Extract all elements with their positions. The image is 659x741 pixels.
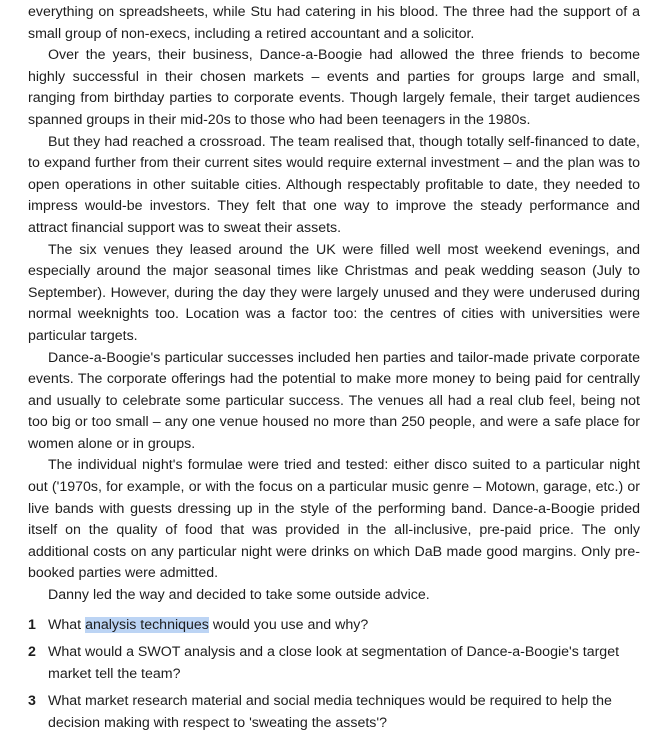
paragraph: Danny led the way and decided to take some outside advice. (48, 587, 430, 604)
question-text-after: would you use and why? (208, 616, 369, 633)
question-number: 1 (28, 616, 36, 633)
question-text: What would a SWOT analysis and a close look at segmentation of Dance-a-Boogie's target market tell the team? (48, 644, 620, 682)
paragraph: The six venues they leased around the UK were filled well most weekend evenings, and especially around the major seasonal times like Christmas and peak wedding season (July to September). However, during the day they were largely unused and they were underused during normal weeknights too. Location was a factor too: the centres of cities with universities were particular targets. (28, 241, 640, 344)
question-item (28, 691, 640, 734)
question-item (28, 615, 640, 637)
question-number: 2 (28, 644, 36, 661)
question-text (48, 615, 640, 637)
question-list (28, 615, 640, 735)
paragraph: everything on spreadsheets, while Stu had catering in his blood. The three had the support of a small group of non-execs, including a retired accountant and a solicitor. (28, 4, 640, 42)
paragraph: The individual night's formulae were tried and tested: either disco suited to a particular night out ('1970s, for example, or with the focus on a particular music genre – Motown, garage, etc.) or live bands with guests dressing up in the style of the performing band. Dance-a-Boogie prided itself on the quality of food that was provided in the all-inclusive, pre-paid price. The only additional costs on any particular night were drinks on which DaB made good margins. Only pre-booked parties were admitted. (28, 457, 640, 582)
question-text-before: What (48, 616, 86, 633)
paragraph: Dance-a-Boogie's particular successes included hen parties and tailor-made private corporate events. The corporate offerings had the potential to make more money to being paid for centrally and usually to celebrate some particular success. The venues all had a real club feel, being not too big or too small – any one venue housed no more than 250 people, and were a safe place for women alone or in groups. (28, 349, 640, 452)
question-item (28, 642, 640, 685)
paragraph: Over the years, their business, Dance-a-Boogie had allowed the three friends to become highly successful in their chosen markets – events and parties for groups large and small, ranging from birthday parties to corporate events. Though largely female, their target audiences spanned groups in their mid-20s to those who had been teenagers in the 1980s. (28, 47, 640, 128)
question-number: 3 (28, 693, 36, 710)
paragraph: But they had reached a crossroad. The team realised that, though totally self-financed to date, to expand further from their current sites would require external investment – and the plan was to open operations in other suitable cities. Although respectably profitable to date, they needed to impress would-be investors. They felt that one way to improve the steady performance and attract financial support was to sweat their assets. (28, 133, 640, 236)
question-text: What market research material and social media techniques would be required to help the decision making with respect to 'sweating the assets'? (48, 693, 612, 731)
document-page (28, 2, 640, 741)
highlighted-text[interactable]: analysis techniques (85, 616, 209, 633)
